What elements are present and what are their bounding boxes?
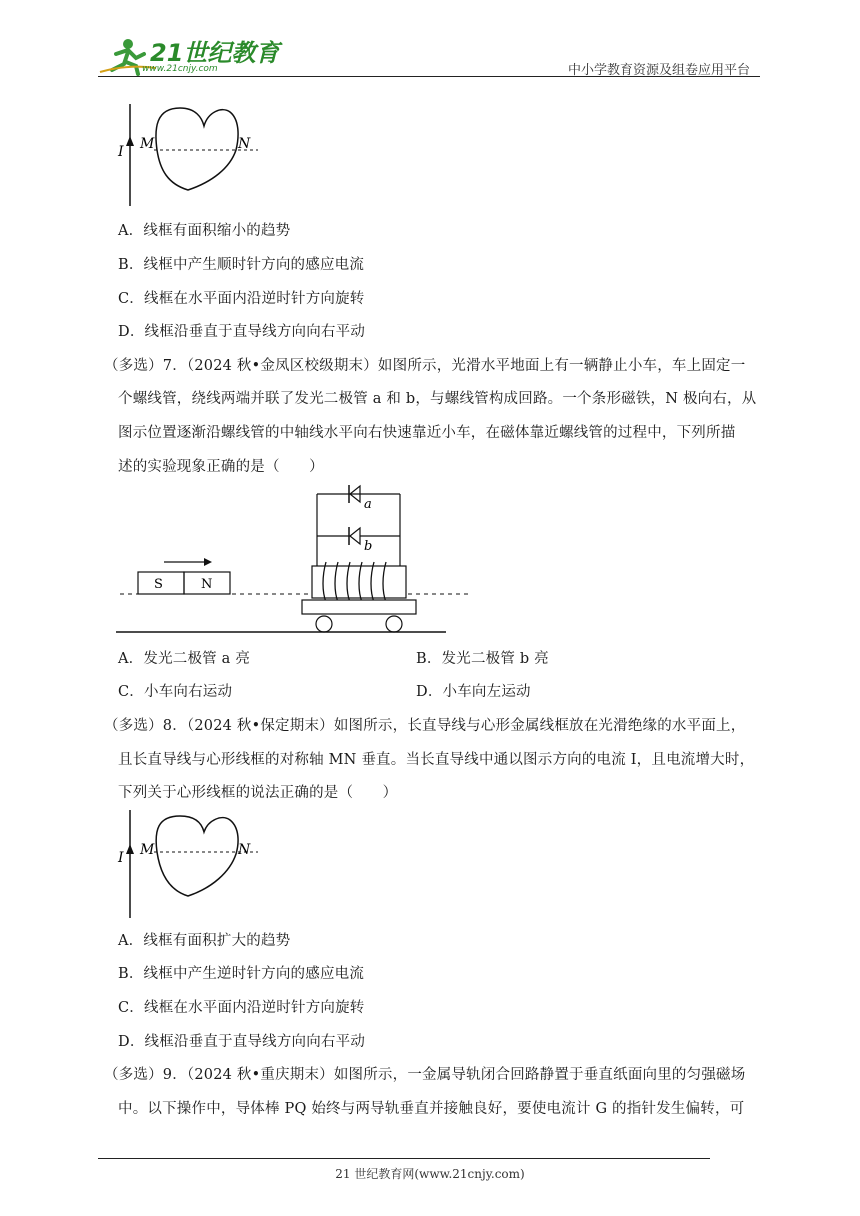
cart-body — [302, 600, 416, 614]
q8-option-d: D．线框沿垂直于直导线方向向右平动 — [118, 1034, 366, 1050]
q6-option-d: D．线框沿垂直于直导线方向向右平动 — [118, 324, 366, 340]
footer-divider — [98, 1158, 710, 1159]
current-label-2: I — [118, 850, 124, 866]
solenoid-cart-figure — [112, 480, 472, 640]
diode-b-icon — [350, 528, 360, 544]
cart-wheel-left — [316, 616, 332, 632]
q6-option-b: B．线框中产生顺时针方向的感应电流 — [118, 257, 365, 273]
q7-option-c: C．小车向右运动 — [118, 684, 233, 700]
diode-a-label: a — [364, 497, 372, 512]
point-n-label: N — [238, 136, 251, 152]
q8-stem-line-1: （多选）8．（2024 秋•保定期末）如图所示，长直导线与心形金属线框放在光滑绝缘的水平面上， — [104, 718, 746, 734]
heart-loop-figure-1 — [112, 98, 262, 208]
q6-option-c: C．线框在水平面内沿逆时针方向旋转 — [118, 291, 365, 307]
q8-option-c: C．线框在水平面内沿逆时针方向旋转 — [118, 1000, 365, 1016]
q7-stem-line-4: 述的实验现象正确的是（ ） — [118, 459, 324, 475]
q8-option-b: B．线框中产生逆时针方向的感应电流 — [118, 966, 365, 982]
current-label: I — [118, 144, 124, 160]
q7-stem-line-2: 个螺线管，绕线两端并联了发光二极管 a 和 b，与螺线管构成回路。一个条形磁铁，N 极向右，从 — [118, 391, 757, 407]
logo-text: 21世纪教育 — [150, 39, 280, 67]
magnet-s-label: S — [154, 577, 163, 592]
q7-option-d: D．小车向左运动 — [416, 684, 531, 700]
q7-option-b: B．发光二极管 b 亮 — [416, 651, 549, 667]
q8-stem-line-3: 下列关于心形线框的说法正确的是（ ） — [118, 785, 398, 801]
point-m-label-2: M — [140, 842, 155, 858]
q8-stem-line-2: 且长直导线与心形线框的对称轴 MN 垂直。当长直导线中通以图示方向的电流 I，且电流增大时， — [118, 752, 755, 768]
diode-b-label: b — [364, 539, 373, 554]
magnet-n-label: N — [201, 577, 213, 592]
header-platform-name: 中小学教育资源及组卷应用平台 — [568, 63, 751, 78]
q8-option-a: A．线框有面积扩大的趋势 — [118, 933, 291, 949]
point-n-label-2: N — [238, 842, 251, 858]
heart-loop-figure-2 — [112, 808, 262, 920]
q9-stem-line-1: （多选）9．（2024 秋•重庆期末）如图所示，一金属导轨闭合回路静置于垂直纸面向里的匀强磁场 — [104, 1067, 746, 1083]
footer-text: 21 世纪教育网(www.21cnjy.com) — [335, 1167, 525, 1181]
cart-wheel-right — [386, 616, 402, 632]
q9-stem-line-2: 中。以下操作中，导体棒 PQ 始终与两导轨垂直并接触良好，要使电流计 G 的指针发生偏转，可 — [118, 1101, 745, 1117]
header-divider — [98, 76, 760, 77]
q7-stem-line-3: 图示位置逐渐沿螺线管的中轴线水平向右快速靠近小车，在磁体靠近螺线管的过程中，下列所描 — [118, 425, 736, 441]
q7-option-a: A．发光二极管 a 亮 — [118, 651, 251, 667]
q6-option-a: A．线框有面积缩小的趋势 — [118, 223, 291, 239]
point-m-label: M — [140, 136, 155, 152]
q7-stem-line-1: （多选）7．（2024 秋•金凤区校级期末）如图所示，光滑水平地面上有一辆静止小车，车上固定一 — [104, 358, 746, 374]
logo-url: www.21cnjy.com — [142, 64, 218, 74]
